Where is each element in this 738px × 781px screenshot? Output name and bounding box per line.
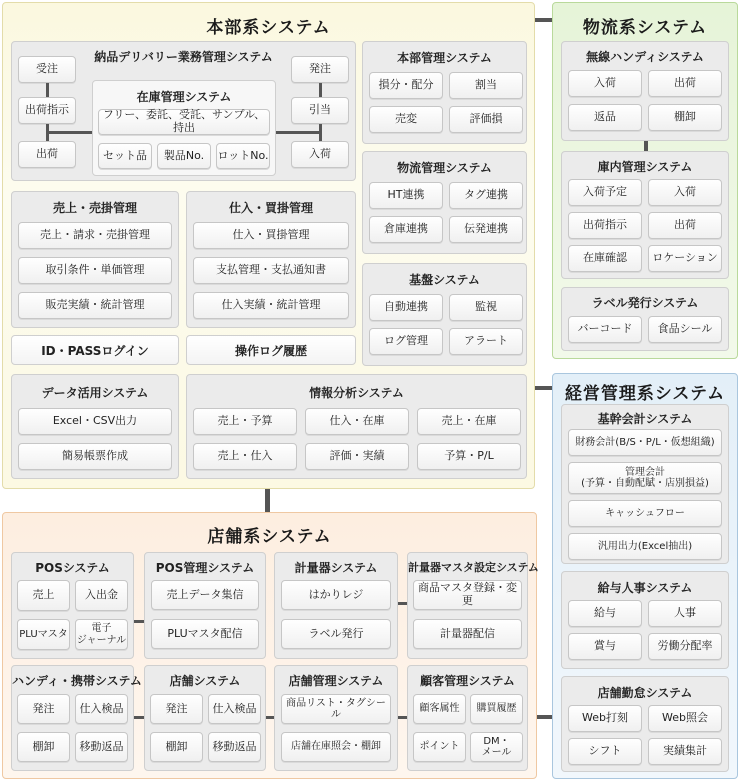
shukka-shiji-button[interactable]: 出荷指示: [18, 97, 76, 124]
tenpo-kanri-title: 店舗管理システム: [288, 674, 384, 688]
shift-button[interactable]: シフト: [568, 738, 642, 765]
connector: [266, 716, 274, 719]
shiire-jisseki-button[interactable]: 仕入実績・統計管理: [193, 292, 349, 319]
honbukanri-panel: [362, 41, 527, 144]
connector: [134, 620, 144, 623]
shiire-kaikake-button[interactable]: 仕入・買掛管理: [193, 222, 349, 249]
kokyaku-zokusei-button[interactable]: 顧客属性: [413, 694, 466, 724]
delivery-title: 納品デリバリー業務管理システム: [94, 50, 273, 64]
torihiki-joken-button[interactable]: 取引条件・単価管理: [18, 257, 172, 284]
hikiate-button[interactable]: 引当: [291, 97, 349, 124]
kokyaku-panel: [407, 665, 528, 771]
zaiko-panel: [92, 80, 276, 176]
uriage-shiire-button[interactable]: 売上・仕入: [193, 443, 297, 470]
web-shokai-button[interactable]: Web照会: [648, 705, 722, 732]
handy-title: 無線ハンディシステム: [586, 50, 704, 64]
uriage-title: 売上・売掛管理: [52, 201, 137, 215]
keiryo-master-panel: [407, 552, 539, 659]
ht-renkei-button[interactable]: HT連携: [369, 182, 443, 209]
connector: [398, 602, 407, 605]
pos-panel: [11, 552, 134, 659]
dm-mail-button[interactable]: DM・ メール: [470, 732, 523, 762]
uriage-data-shushin-button[interactable]: 売上データ集信: [151, 580, 259, 610]
zaimu-kaikei-button[interactable]: 財務会計(B/S・P/L・仮想組織): [568, 429, 722, 456]
konai-shukka-shiji-button[interactable]: 出荷指示: [568, 212, 642, 239]
kikan-kaikei-title: 基幹会計システム: [597, 412, 693, 426]
connector-tenpo-keiei: [537, 715, 552, 719]
rodo-bunpairitsu-button[interactable]: 労働分配率: [648, 633, 722, 660]
point-button[interactable]: ポイント: [413, 732, 466, 762]
tenpo-section: [2, 512, 537, 779]
connector: [46, 83, 49, 97]
nyushukkin-button[interactable]: 入出金: [75, 580, 128, 611]
soko-renkei-button[interactable]: 倉庫連携: [369, 216, 443, 243]
yosan-pl-button[interactable]: 予算・P/L: [417, 443, 521, 470]
jisseki-shukei-button[interactable]: 実績集計: [648, 738, 722, 765]
set-button[interactable]: セット品: [98, 143, 152, 169]
kiban-panel: [362, 263, 527, 366]
jido-renkei-button[interactable]: 自動連携: [369, 294, 443, 321]
butsuryu-title: 物流系システム: [582, 18, 708, 38]
lot-no-button[interactable]: ロットNo.: [216, 143, 270, 169]
excel-csv-button[interactable]: Excel・CSV出力: [18, 408, 172, 435]
jinji-button[interactable]: 人事: [648, 600, 722, 627]
handy-shukka-button[interactable]: 出荷: [648, 70, 722, 97]
handy-kenpin-button[interactable]: 仕入検品: [75, 694, 128, 724]
kyuyo-jinji-panel: [561, 571, 729, 669]
kokyaku-title: 顧客管理システム: [420, 674, 515, 688]
shiire-panel: [186, 191, 356, 328]
shohin-list-button[interactable]: 商品リスト・タグシール: [281, 694, 391, 724]
kanri-kaikei-button[interactable]: 管理会計 (予算・自動配賦・店別損益): [568, 462, 722, 494]
web-dakoku-button[interactable]: Web打刻: [568, 705, 642, 732]
pos-title: POSシステム: [35, 561, 110, 575]
handy-henpin-button[interactable]: 返品: [568, 104, 642, 131]
connector: [48, 131, 92, 134]
joho-bunseki-title: 情報分析システム: [309, 386, 404, 400]
handy-tanaoroshi-button[interactable]: 棚卸: [17, 732, 70, 762]
kanshi-button[interactable]: 監視: [449, 294, 523, 321]
tag-renkei-button[interactable]: タグ連携: [449, 182, 523, 209]
data-katsuyo-title: データ活用システム: [41, 386, 149, 400]
connector: [319, 83, 322, 97]
kintai-panel: [561, 676, 729, 772]
joho-bunseki-panel: [186, 374, 527, 479]
zaiko-kakunin-button[interactable]: 在庫確認: [568, 245, 642, 272]
butsuryu-section: [552, 2, 738, 359]
tenpo-sys-title: 店舗システム: [169, 674, 241, 688]
tenpo-sys-panel: [144, 665, 266, 771]
tenpo-zaiko-shokai-button[interactable]: 店舗在庫照会・棚卸: [281, 732, 391, 762]
tenpo-tanaoroshi-button[interactable]: 棚卸: [150, 732, 203, 762]
handy-hachu-button[interactable]: 発注: [17, 694, 70, 724]
kikan-kaikei-panel: [561, 404, 729, 564]
hyoka-jisseki-button[interactable]: 評価・実績: [305, 443, 409, 470]
log-kanri-button[interactable]: ログ管理: [369, 328, 443, 355]
hanbai-jisseki-button[interactable]: 販売実績・統計管理: [18, 292, 172, 319]
plu-master-haishin-button[interactable]: PLUマスタ配信: [151, 619, 259, 649]
connector: [134, 716, 144, 719]
shiire-title: 仕入・買掛管理: [228, 201, 313, 215]
sonbun-button[interactable]: 損分・配分: [369, 72, 443, 99]
cashflow-button[interactable]: キャッシュフロー: [568, 500, 722, 527]
kani-chohyo-button[interactable]: 簡易帳票作成: [18, 443, 172, 470]
connector-honbu-butsuryu: [535, 18, 552, 22]
barcode-button[interactable]: バーコード: [568, 316, 642, 343]
sousa-log-button[interactable]: 操作ログ履歴: [186, 335, 356, 365]
hyokason-button[interactable]: 評価損: [449, 106, 523, 133]
handy-panel: [561, 41, 729, 141]
baihen-button[interactable]: 売変: [369, 106, 443, 133]
konai-shukka-button[interactable]: 出荷: [648, 212, 722, 239]
zaiko-title: 在庫管理システム: [136, 90, 232, 104]
konai-panel: [561, 151, 729, 279]
tenpo-hachu-button[interactable]: 発注: [150, 694, 203, 724]
shohin-master-button[interactable]: 商品マスタ登録・変更: [413, 580, 522, 610]
keiryo-panel: [274, 552, 398, 659]
shiharai-kanri-button[interactable]: 支払管理・支払通知書: [193, 257, 349, 284]
delivery-panel: [11, 41, 356, 181]
uriage-yosan-button[interactable]: 売上・予算: [193, 408, 297, 435]
nyuka-yotei-button[interactable]: 入荷予定: [568, 179, 642, 206]
shoyo-button[interactable]: 賞与: [568, 633, 642, 660]
connector-honbu-tenpo: [265, 489, 270, 512]
plu-master-button[interactable]: PLUマスタ: [17, 619, 70, 650]
kyuyo-button[interactable]: 給与: [568, 600, 642, 627]
hanyo-shutsuryoku-button[interactable]: 汎用出力(Excel抽出): [568, 533, 722, 560]
keiryoki-haishin-button[interactable]: 計量器配信: [413, 619, 522, 649]
id-pass-login-button[interactable]: ID・PASSログイン: [11, 335, 179, 365]
zaiko-kubun-button[interactable]: フリー、委託、受託、サンプル、持出: [98, 109, 270, 135]
uriage-zaiko-button[interactable]: 売上・在庫: [417, 408, 521, 435]
handy-ido-henpin-button[interactable]: 移動返品: [75, 732, 128, 762]
keiei-title: 経営管理系システム: [564, 384, 726, 404]
honbukanri-title: 本部管理システム: [397, 51, 492, 65]
tenpo-kanri-panel: [274, 665, 398, 771]
konai-nyuka-button[interactable]: 入荷: [648, 179, 722, 206]
kintai-title: 店舗勤怠システム: [597, 686, 693, 700]
shiire-zaiko-button[interactable]: 仕入・在庫: [305, 408, 409, 435]
pos-kanri-title: POS管理システム: [155, 561, 255, 575]
hakari-reji-button[interactable]: はかりレジ: [281, 580, 391, 610]
tenpo-title: 店舗系システム: [207, 527, 332, 547]
label-panel: [561, 287, 729, 351]
butsuryukanri-title: 物流管理システム: [397, 161, 492, 175]
tenpo-ido-henpin-button[interactable]: 移動返品: [208, 732, 261, 762]
shukka-button[interactable]: 出荷: [18, 141, 76, 168]
keiryo-master-title: 計量器マスタ設定システム: [408, 561, 539, 574]
connector: [644, 141, 648, 151]
tenpo-kenpin-button[interactable]: 仕入検品: [208, 694, 261, 724]
connector: [276, 131, 321, 134]
denpatsu-renkei-button[interactable]: 伝発連携: [449, 216, 523, 243]
honbu-title: 本部系システム: [206, 18, 331, 38]
pos-kanri-panel: [144, 552, 266, 659]
kiban-title: 基盤システム: [409, 273, 480, 287]
label-hakko-button[interactable]: ラベル発行: [281, 619, 391, 649]
uriage-seikyu-button[interactable]: 売上・請求・売掛管理: [18, 222, 172, 249]
keiryo-title: 計量器システム: [294, 561, 378, 575]
keiei-section: [552, 373, 738, 779]
location-button[interactable]: ロケーション: [648, 245, 722, 272]
hachu-button[interactable]: 発注: [291, 56, 349, 83]
handy-keitai-title: ハンディ・携帯システム: [12, 674, 142, 688]
pos-uriage-button[interactable]: 売上: [17, 580, 70, 611]
alert-button[interactable]: アラート: [449, 328, 523, 355]
connector: [398, 716, 407, 719]
uriage-panel: [11, 191, 179, 328]
label-title: ラベル発行システム: [591, 296, 699, 310]
denshi-journal-button[interactable]: 電子 ジャーナル: [75, 619, 128, 650]
handy-nyuka-button[interactable]: 入荷: [568, 70, 642, 97]
handy-tanaoroshi-button[interactable]: 棚卸: [648, 104, 722, 131]
nyuka-button[interactable]: 入荷: [291, 141, 349, 168]
honbu-section: [2, 2, 535, 489]
wariate-button[interactable]: 割当: [449, 72, 523, 99]
connector-honbu-keiei: [535, 386, 552, 390]
handy-keitai-panel: [11, 665, 142, 771]
juchu-button[interactable]: 受注: [18, 56, 76, 83]
data-katsuyo-panel: [11, 374, 179, 479]
butsuryukanri-panel: [362, 151, 527, 254]
konai-title: 庫内管理システム: [597, 160, 693, 174]
kyuyo-jinji-title: 給与人事システム: [597, 581, 693, 595]
seihin-no-button[interactable]: 製品No.: [157, 143, 211, 169]
kobai-rireki-button[interactable]: 購買履歴: [470, 694, 523, 724]
shokuhin-seal-button[interactable]: 食品シール: [648, 316, 722, 343]
